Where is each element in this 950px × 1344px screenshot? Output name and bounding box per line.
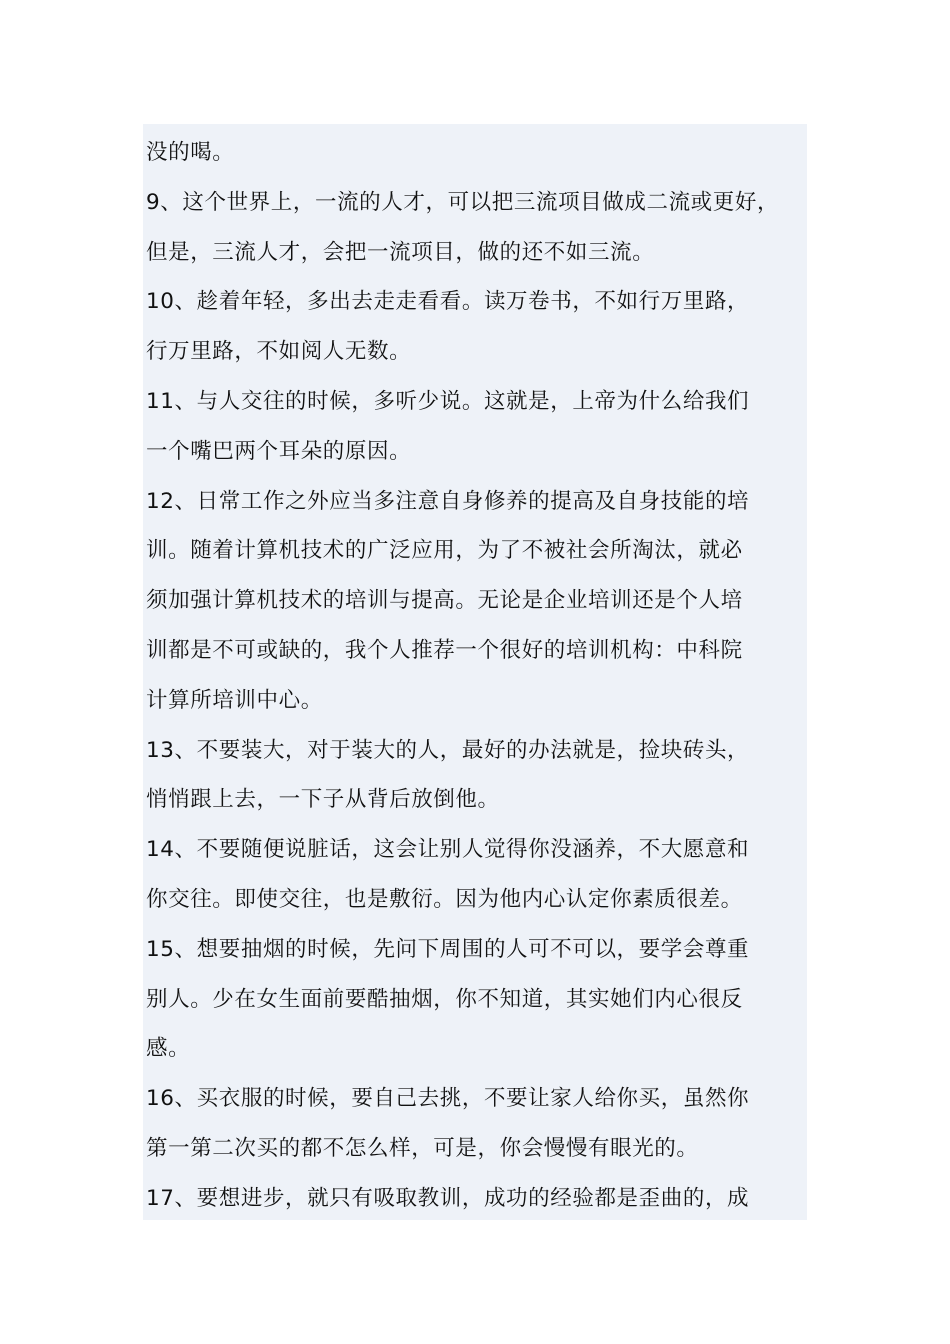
- text-line: 10、趁着年轻，多出去走走看看。读万卷书，不如行万里路，: [146, 289, 750, 315]
- text-line: 12、日常工作之外应当多注意自身修养的提高及自身技能的培: [146, 488, 750, 514]
- text-line: 须加强计算机技术的培训与提高。无论是企业培训还是个人培: [146, 588, 743, 614]
- text-line: 别人。少在女生面前要酷抽烟，你不知道，其实她们内心很反: [146, 986, 743, 1012]
- text-line: 计算所培训中心。: [146, 687, 323, 713]
- text-line: 9、这个世界上，一流的人才，可以把三流项目做成二流或更好，: [146, 189, 780, 215]
- text-line: 训都是不可或缺的，我个人推荐一个很好的培训机构：中科院: [146, 637, 743, 663]
- text-line: 训。随着计算机技术的广泛应用，为了不被社会所淘汰，就必: [146, 538, 743, 564]
- text-line: 你交往。即使交往，也是敷衍。因为他内心认定你素质很差。: [146, 886, 743, 912]
- text-line: 悄悄跟上去，一下子从背后放倒他。: [146, 787, 500, 813]
- text-line: 感。: [146, 1036, 191, 1062]
- text-line: 第一第二次买的都不怎么样，可是，你会慢慢有眼光的。: [146, 1135, 699, 1161]
- text-line: 行万里路，不如阅人无数。: [146, 339, 412, 365]
- text-line: 13、不要装大，对于装大的人，最好的办法就是，捡块砖头，: [146, 737, 750, 763]
- text-line: 15、想要抽烟的时候，先问下周围的人可不可以，要学会尊重: [146, 936, 750, 962]
- text-line: 但是，三流人才，会把一流项目，做的还不如三流。: [146, 239, 655, 265]
- text-line: 一个嘴巴两个耳朵的原因。: [146, 438, 412, 464]
- document-body: [146, 128, 826, 1224]
- text-line: 14、不要随便说脏话，这会让别人觉得你没涵养，不大愿意和: [146, 837, 750, 863]
- text-line: 16、买衣服的时候，要自己去挑，不要让家人给你买，虽然你: [146, 1086, 750, 1112]
- text-line: 11、与人交往的时候，多听少说。这就是，上帝为什么给我们: [146, 388, 750, 414]
- text-line: 没的喝。: [146, 140, 235, 165]
- text-line: 17、要想进步，就只有吸取教训，成功的经验都是歪曲的，成: [146, 1185, 750, 1211]
